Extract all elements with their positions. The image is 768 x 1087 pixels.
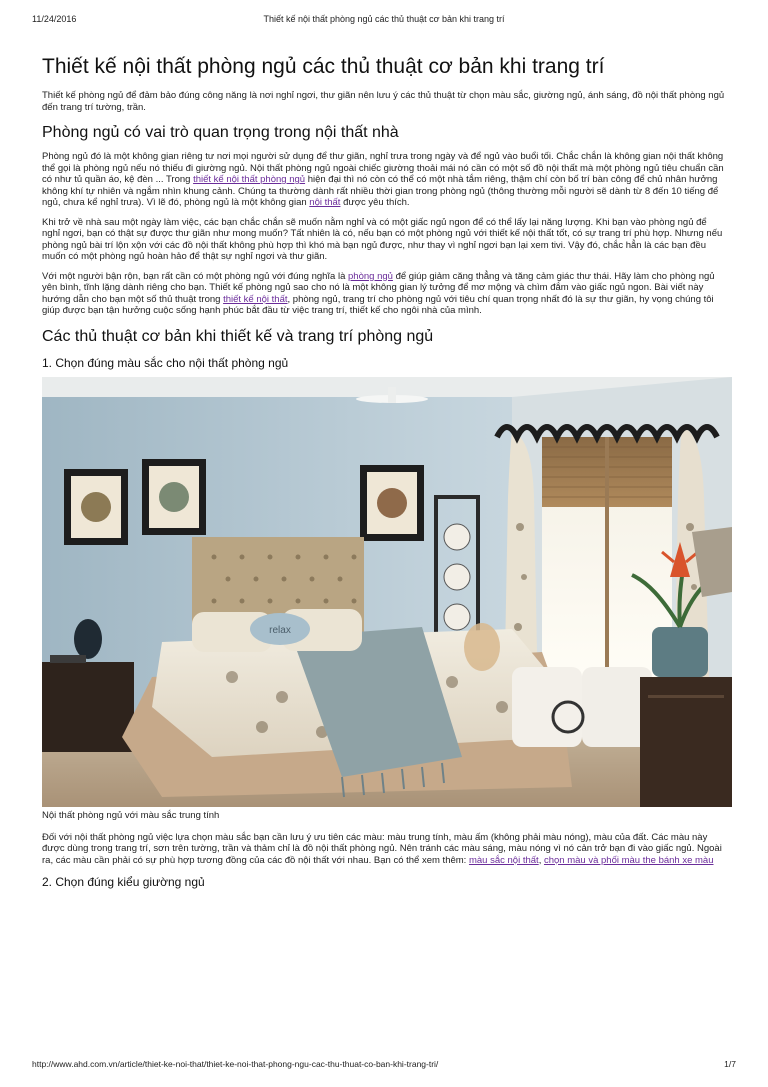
print-title: Thiết kế nội thất phòng ngủ các thủ thuật cơ bản khi trang trí (263, 14, 505, 24)
article-intro: Thiết kế phòng ngủ để đảm bảo đúng công năng là nơi nghỉ ngơi, thư giãn nên lưu ý các thủ thuật từ chọn màu sắc, giường ngủ, ánh sáng, đồ nội thất phòng ngủ đến trang trí tường, trần. (42, 90, 725, 113)
article-title: Thiết kế nội thất phòng ngủ các thủ thuật cơ bản khi trang trí (42, 55, 605, 78)
bedroom-illustration (42, 377, 732, 807)
text-run: , phòng ngủ, trang trí cho phòng ngủ với tiêu chí quan trọng nhất đó là sự thư giãn, hy vọng chúng tôi giúp được bạn tận hưởng cuộc sống hạnh phúc bắt đầu từ việc trang trí, thiết kế cho ngôi nhà của mình. (42, 293, 714, 316)
text-run: Phòng ngủ đó là một không gian riêng tư nơi mọi người sử dụng để thư giãn, nghỉ trưa trong ngày và để ngủ vào buổi tối. Chắc chắn là không gian nội thất không thể gọi là phòng ngủ nếu nó thiếu đi giường ngủ. Nội thất phòng ngủ ngoài chiếc giường thoải mái nó cần có một số đồ nội thất mà một phòng ngủ tiêu chuẩn cần có như tủ quần áo, kệ đèn ... Trong (42, 151, 724, 185)
page-number: 1/7 (724, 1059, 736, 1069)
text-run: , (538, 854, 544, 866)
text-run: hiện đại thì nó còn có thể có một nhà tắm riêng, thậm chí còn bố trí bàn công để chủ nhân hưởng không khí tự nhiên và ngắm nhìn khung cảnh. Chúng ta thường dành rất nhiều thời gian trong phòng ngủ (thông thường mỗi người sẽ dành từ 8 đến 10 tiếng để ngủ, chưa kể nghỉ trưa). Vì lẽ đó, phòng ngủ là một không gian (42, 174, 719, 208)
link-phong-ngu[interactable]: phòng ngủ (348, 270, 393, 282)
bedroom-photo (42, 377, 732, 807)
link-thiet-ke-noi-that-phong-ngu[interactable]: thiết kế nội thất phòng ngủ (193, 174, 306, 185)
text-run: Với một người bận rộn, bạn rất cần có một phòng ngủ với đúng nghĩa là (42, 270, 349, 282)
paragraph-4 (42, 832, 726, 867)
link-mau-sac-noi-that[interactable]: màu sắc nội thất (468, 854, 539, 866)
link-noi-that[interactable]: nội thất (309, 197, 341, 208)
paragraph-2: Khi trở về nhà sau một ngày làm việc, các bạn chắc chắn sẽ muốn nằm nghỉ và có một giấc ngủ ngon để có thể lấy lại năng lượng. Khi bạn vào phòng ngủ để nghỉ ngơi, bạn có thật sự được thư giãn như mong muốn? Tất nhiên là có, nếu bạn có một phòng ngủ với thiết kế nội thất tốt, có sự trang trí phù hợp. Nhưng nếu phòng ngủ bài trí lộn xộn với các đồ nội thất không phù hợp thì khó mà bạn ngủ được, như thay vì nghỉ ngơi bạn lại xem tivi. Vậy đó, chắc hẳn là các bạn đều muốn có một phòng ngủ hoàn hảo để thật sự nghỉ ngơi và thư giãn. (42, 216, 723, 262)
text-run: Đối với nội thất phòng ngủ việc lựa chọn màu sắc bạn cần lưu ý ưu tiên các màu: màu trung tính, màu ấm (không phải màu nóng), màu của đất. Các màu này được dùng trong trang trí, sơn trên tường, trần và thảm chỉ là đồ nội thất phòng ngủ. Nên tránh các màu sáng, màu nóng vì nó cản trở bạn đi vào giấc ngủ. Ngoài ra, các màu cần phải có sự phù hợp tương đồng của các đồ nội thất với nhau. Bạn có thể xem thêm: (42, 831, 722, 866)
photo-caption: Nội thất phòng ngủ với màu sắc trung tính (42, 809, 220, 821)
link-chon-mau-phoi-mau[interactable]: chọn màu và phối màu the bánh xe màu (543, 854, 714, 866)
paragraph-3 (42, 271, 726, 317)
text-run: được yêu thích. (340, 197, 410, 208)
pillow-text: relax (269, 624, 291, 636)
subheading-color: 1. Chọn đúng màu sắc cho nội thất phòng ngủ (42, 355, 289, 370)
subheading-bed: 2. Chọn đúng kiểu giường ngủ (42, 875, 205, 889)
source-url: http://www.ahd.com.vn/article/thiet-ke-noi-that/thiet-ke-noi-that-phong-ngu-cac-thu-thuat-co-ban-khi-trang-tri/ (32, 1059, 439, 1069)
print-date: 11/24/2016 (32, 14, 77, 24)
paragraph-1 (42, 151, 726, 209)
article-body (42, 54, 726, 896)
page-header (32, 14, 736, 28)
page-footer (32, 1059, 736, 1071)
section-heading-tips: Các thủ thuật cơ bản khi thiết kế và trang trí phòng ngủ (42, 327, 434, 345)
link-thiet-ke-noi-that[interactable]: thiết kế nội thất (223, 293, 288, 305)
section-heading-role: Phòng ngủ có vai trò quan trọng trong nội thất nhà (42, 124, 399, 141)
text-run: để giúp giảm căng thẳng và tăng cảm giác thư thái. Hãy làm cho phòng ngủ yên bình, tĩnh lặng dành riêng cho bạn. Thiết kế phòng ngủ sao cho nó là một không gian lý tưởng để mơ mộng và chìm đắm vào giấc ngủ ngon. Bài viết này hướng dẫn cho bạn một số thủ thuật trong (42, 270, 715, 305)
